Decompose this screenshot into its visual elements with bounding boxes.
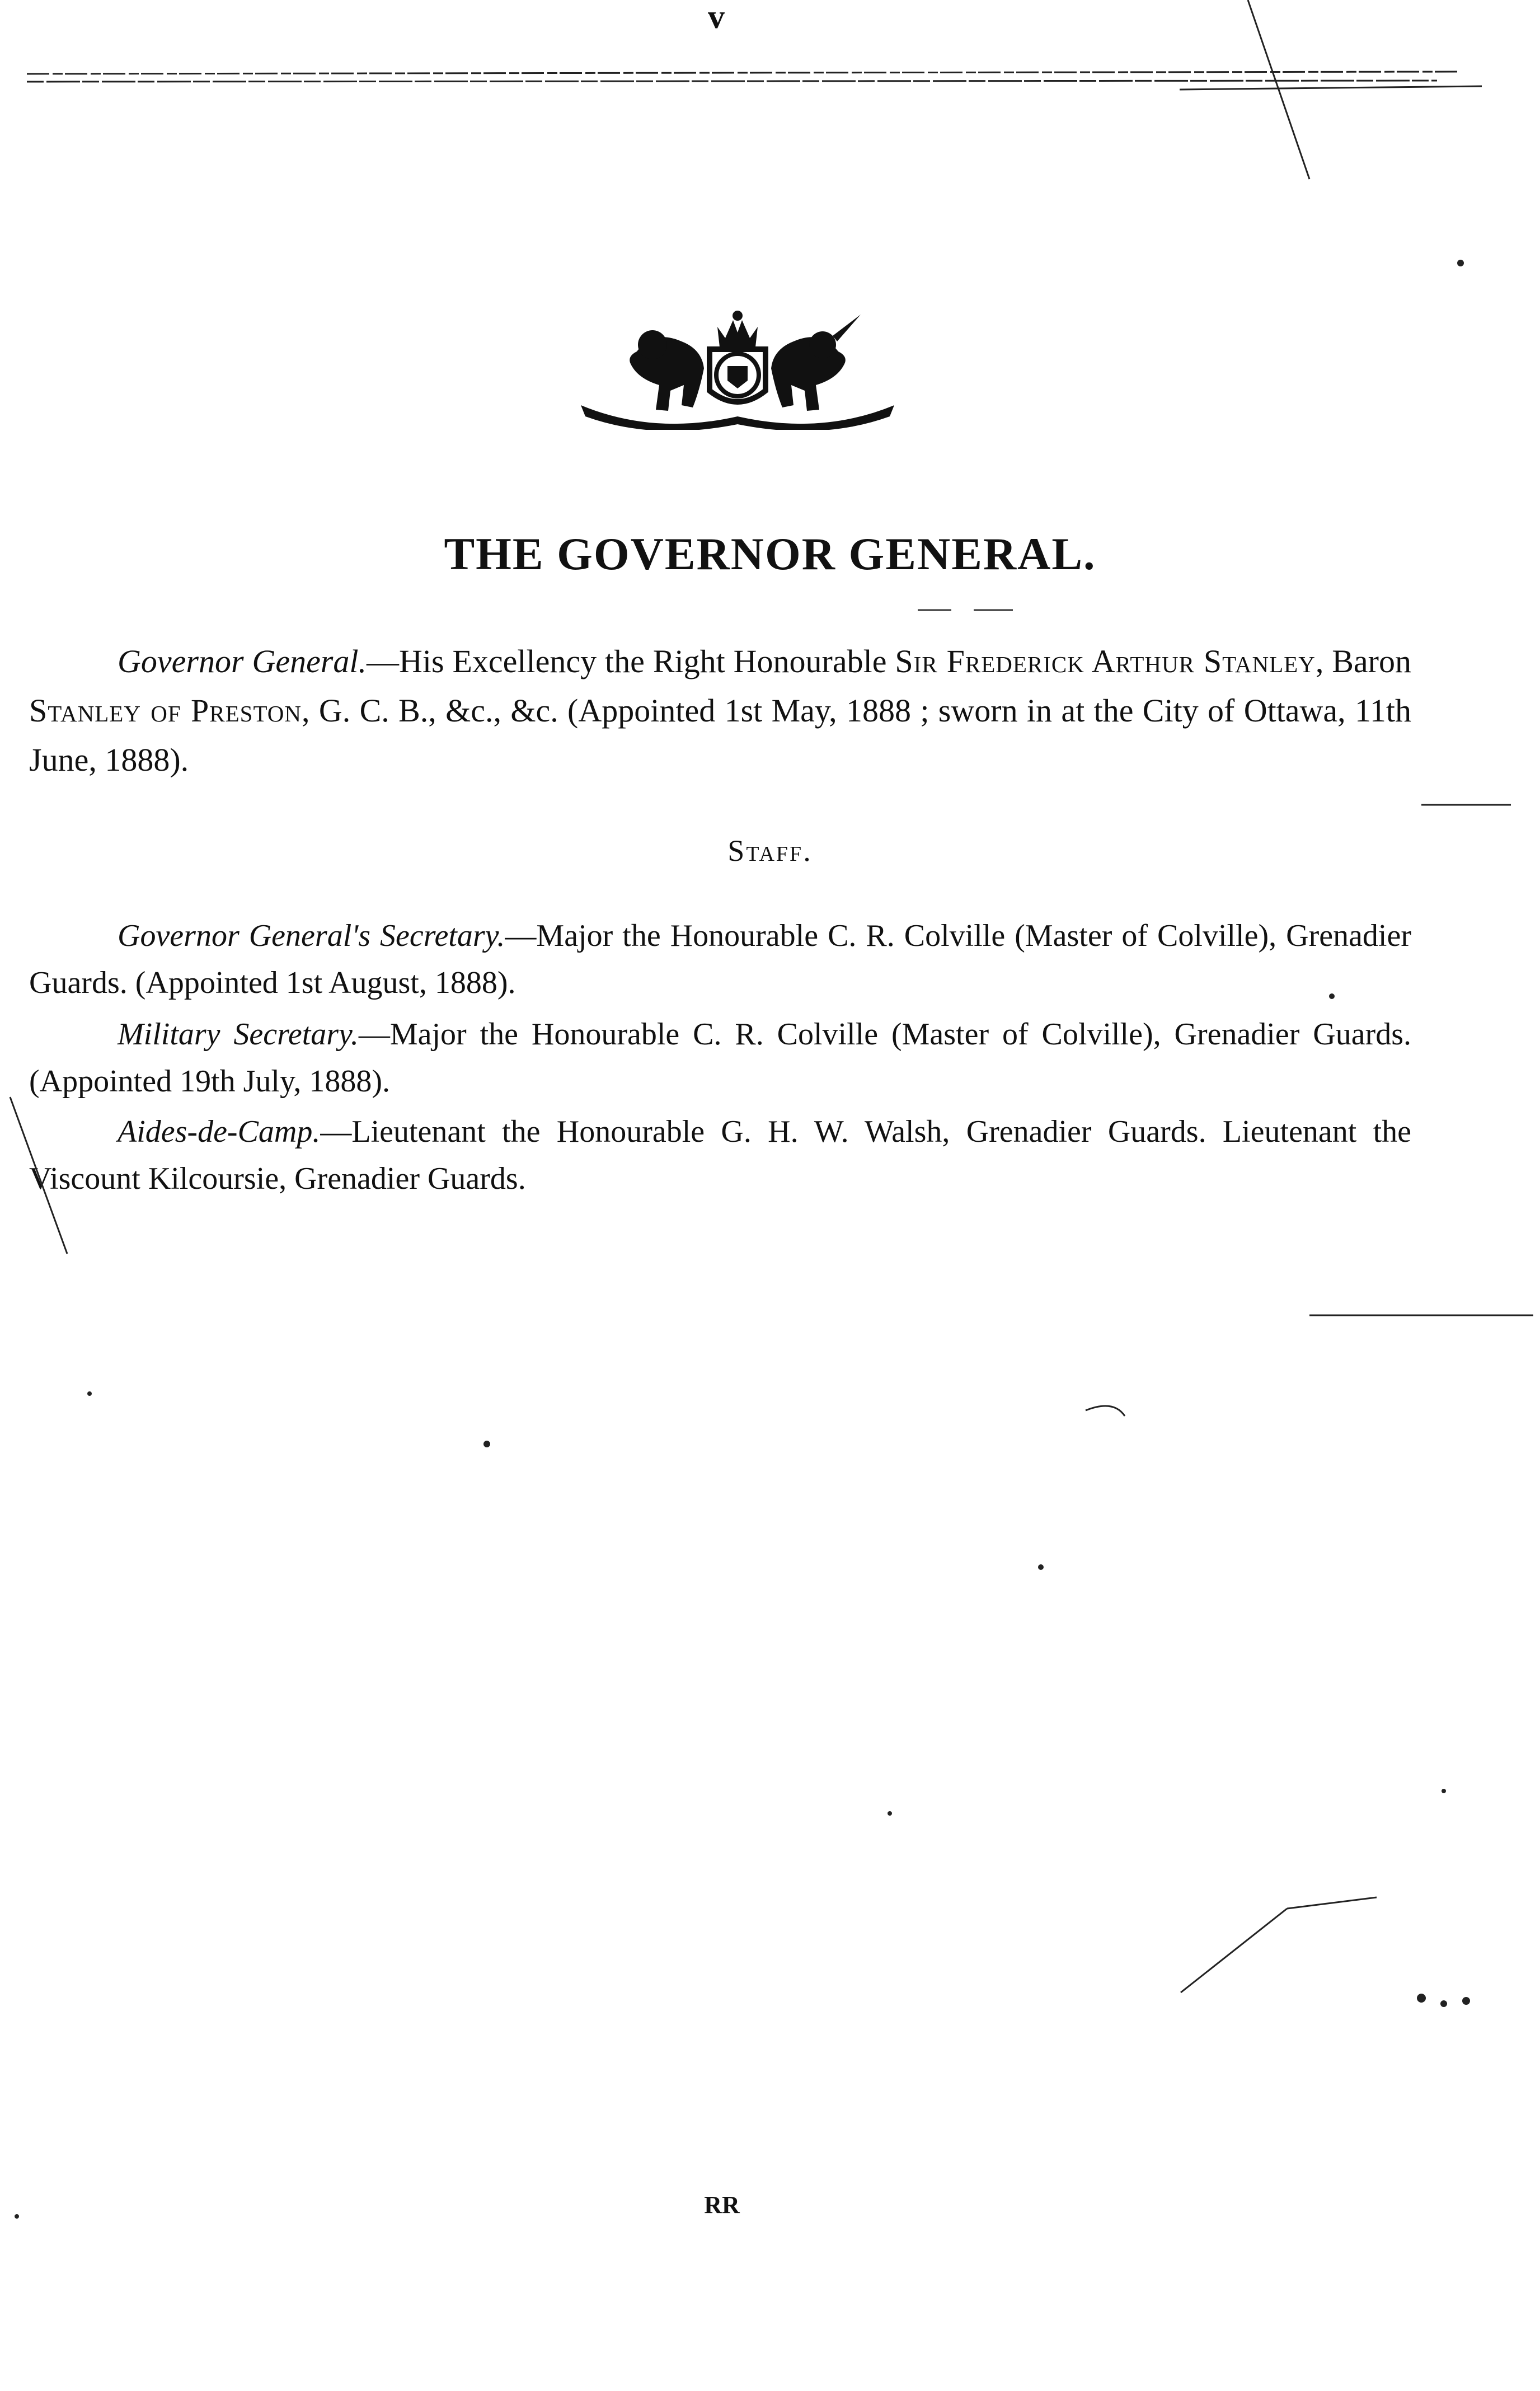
- governor-general-title: Stanley of Preston: [29, 692, 302, 729]
- governor-general-text-2: , Baron: [1315, 643, 1411, 679]
- royal-coat-of-arms-icon: [570, 307, 905, 430]
- aides-de-camp-paragraph: [29, 1108, 1411, 1202]
- page-folio: v: [708, 0, 725, 35]
- governor-general-label: Governor General.: [118, 643, 367, 679]
- header-rule: [27, 67, 1504, 95]
- governor-general-name: Sir Frederick Arthur Stanley: [895, 643, 1316, 679]
- military-secretary-label: Military Secretary.: [118, 1017, 359, 1052]
- military-secretary-paragraph: [29, 1011, 1411, 1105]
- military-secretary-text: —Major the Honourable C. R. Colville (Master of Colville), Grenadier Guards. (Appointed 19th July, 1888).: [29, 1017, 1411, 1099]
- secretary-text: —Major the Honourable C. R. Colville (Master of Colville), Grenadier Guards. (Appointed 1st August, 1888).: [29, 918, 1411, 1000]
- governor-general-text-1: —His Excellency the Right Honourable: [367, 643, 895, 679]
- aides-de-camp-text: —Lieutenant the Honourable G. H. W. Walsh, Grenadier Guards. Lieutenant the Viscount Kilcoursie, Grenadier Guards.: [29, 1114, 1411, 1196]
- signature-mark: RR: [704, 2191, 740, 2219]
- governor-general-text-3: , G. C. B., &c., &c. (Appointed 1st May, 1888 ; sworn in at the City of Ottawa, 11th June, 1888).: [29, 692, 1411, 778]
- staff-heading: Staff.: [727, 834, 813, 868]
- title-underline: [918, 609, 1013, 611]
- secretary-label: Governor General's Secretary.: [118, 918, 505, 953]
- governor-general-paragraph: [29, 637, 1411, 785]
- aides-de-camp-label: Aides-de-Camp.: [118, 1114, 321, 1149]
- page-title: THE GOVERNOR GENERAL.: [444, 528, 1096, 579]
- secretary-paragraph: [29, 912, 1411, 1006]
